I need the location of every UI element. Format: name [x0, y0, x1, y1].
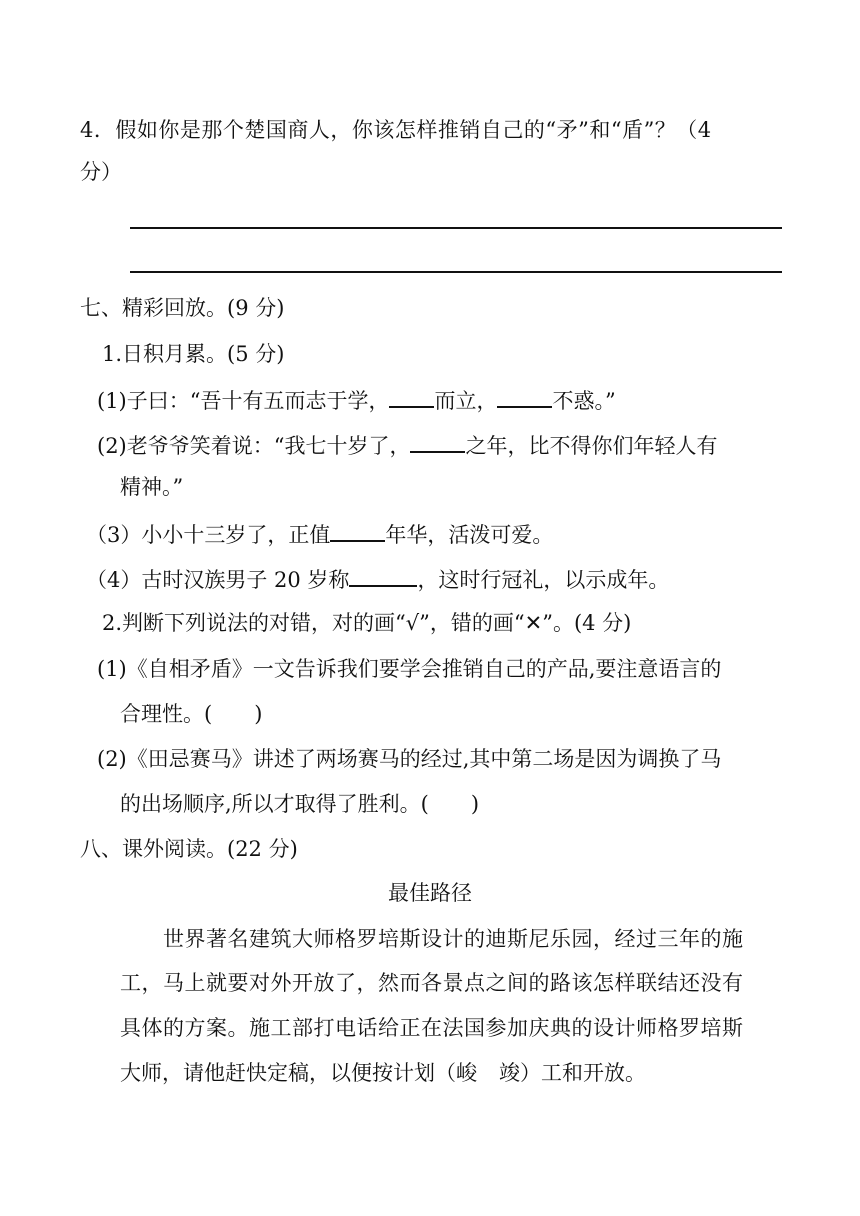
- item-1-post: 不惑。”: [552, 389, 616, 413]
- item-4-post: ，这时行冠礼，以示成年。: [417, 568, 670, 592]
- judge-2-line2: 的出场顺序,所以才取得了胜利。( ): [120, 792, 480, 816]
- answer-line-1[interactable]: [130, 227, 782, 229]
- passage-line-3: 具体的方案。施工部打电话给正在法国参加庆典的设计师格罗培斯: [120, 1016, 744, 1040]
- q4-line2: 分）: [80, 160, 122, 184]
- passage-line-1: 世界著名建筑大师格罗培斯设计的迪斯尼乐园，经过三年的施: [163, 927, 744, 951]
- item-1-mid: 而立，: [434, 389, 498, 413]
- item-1: [97, 384, 616, 416]
- judge-1-line1: (1)《自相矛盾》一文告诉我们要学会推销自己的产品,要注意语言的: [97, 657, 722, 681]
- section8-title: 八、课外阅读。(22 分): [80, 837, 298, 861]
- section7-sub2: 2.判断下列说法的对错，对的画“√”，错的画“✕”。(4 分): [102, 611, 632, 635]
- answer-line-2[interactable]: [130, 271, 782, 273]
- q4-line1: 4．假如你是那个楚国商人，你该怎样推销自己的“矛”和“盾”？（4: [80, 118, 712, 142]
- blank-1b[interactable]: [497, 384, 552, 408]
- item-2-pre: (2)老爷爷笑着说：“我七十岁了，: [97, 434, 411, 458]
- item-2-post: 之年，比不得你们年轻人有: [465, 434, 718, 458]
- item-2-line2: 精神。”: [120, 475, 184, 499]
- passage-line-4-post: 竣）工和开放。: [499, 1061, 646, 1085]
- blank-2[interactable]: [410, 429, 465, 453]
- section7-sub1: 1.日积月累。(5 分): [102, 342, 285, 366]
- item-4: [86, 563, 669, 595]
- passage-title: 最佳路径: [388, 881, 472, 905]
- item-3: [86, 518, 553, 550]
- judge-1-line2: 合理性。( ): [120, 702, 263, 726]
- item-2: [97, 429, 717, 461]
- blank-1a[interactable]: [389, 384, 434, 408]
- passage-line-4: [120, 1058, 646, 1088]
- passage-line-4-pre: 大师，请他赶快定稿，以便按计划（峻: [120, 1061, 477, 1085]
- passage-line-2: 工，马上就要对外开放了，然而各景点之间的路该怎样联结还没有: [120, 971, 744, 995]
- section7-title: 七、精彩回放。(9 分): [80, 296, 285, 320]
- blank-3[interactable]: [330, 518, 385, 542]
- item-4-pre: （4）古时汉族男子 20 岁称: [86, 568, 350, 592]
- item-3-pre: （3）小小十三岁了，正值: [86, 523, 331, 547]
- item-1-pre: (1)子曰：“吾十有五而志于学，: [97, 389, 390, 413]
- blank-4[interactable]: [349, 563, 417, 587]
- item-3-post: 年华，活泼可爱。: [385, 523, 554, 547]
- judge-2-line1: (2)《田忌赛马》讲述了两场赛马的经过,其中第二场是因为调换了马: [97, 747, 722, 771]
